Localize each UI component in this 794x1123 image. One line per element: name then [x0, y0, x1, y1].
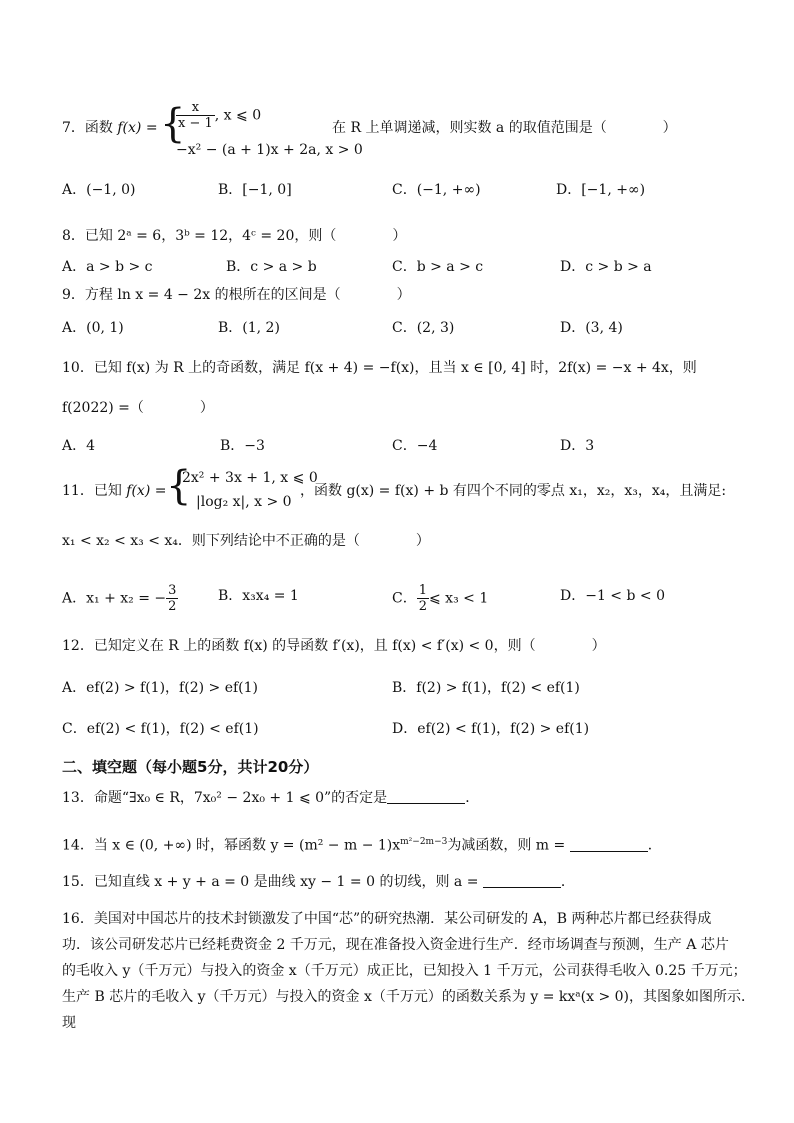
- q11-piece2: |log₂ x|, x > 0: [196, 494, 292, 510]
- q9-option-b: B．(1, 2): [218, 320, 280, 336]
- q11-lead: 11．已知 f(x) =: [62, 483, 167, 499]
- q8-stem: 8．已知 2ᵃ = 6，3ᵇ = 12，4ᶜ = 20，则（ ）: [62, 228, 407, 244]
- q12-option-d: D．ef(2) < f(1)，f(2) > ef(1): [392, 721, 590, 737]
- q15: 15．已知直线 x + y + a = 0 是曲线 xy − 1 = 0 的切线，则 a = ．: [62, 874, 575, 890]
- q7-number: 7．函数 f(x) =: [62, 120, 158, 136]
- q10-option-d: D．3: [560, 438, 595, 454]
- q11-brace: {: [166, 463, 192, 509]
- q7-brace: {: [160, 101, 186, 147]
- q12-option-c: C．ef(2) < f(1)，f(2) < ef(1): [62, 721, 259, 737]
- q11-option-b: B．x₃x₄ = 1: [218, 588, 299, 604]
- q16-line-3: 的毛收入 y（千万元）与投入的资金 x（千万元）成正比，已知投入 1 千万元，公司获得毛收入 0.25 千万元；: [62, 963, 747, 979]
- q7-option-c: C．(−1, +∞): [392, 182, 481, 198]
- q8-option-d: D．c > b > a: [560, 259, 652, 275]
- q10-stem-continued: f(2022) =（ ）: [62, 400, 214, 416]
- q11-line2: x₁ < x₂ < x₃ < x₄．则下列结论中不正确的是（ ）: [62, 533, 430, 549]
- q7-option-a: A．(−1, 0): [62, 182, 136, 198]
- q12-stem: 12．已知定义在 R 上的函数 f(x) 的导函数 f′(x)，且 f(x) < f′(x) < 0，则（ ）: [62, 638, 606, 654]
- q11-piece1: 2x² + 3x + 1, x ⩽ 0: [182, 470, 318, 486]
- q11-option-a-fraction: $\frac{3}{2}$: [168, 583, 177, 614]
- q16-line-4: 生产 B 芯片的毛收入 y（千万元）与投入的资金 x（千万元）的函数关系为 y = kxᵃ(x > 0)，其图象如图所示．现: [62, 989, 756, 1031]
- q14-answer-blank: [570, 837, 648, 852]
- q10-stem: 10．已知 f(x) 为 R 上的奇函数，满足 f(x + 4) = −f(x)，且当 x ∈ [0, 4] 时，2f(x) = −x + 4x，则: [62, 360, 697, 376]
- q7-piece1: $\frac{x}{x - 1}$ , x ⩽ 0: [178, 100, 262, 131]
- q8-option-a: A．a > b > c: [62, 259, 153, 275]
- q9-option-c: C．(2, 3): [392, 320, 455, 336]
- q14: 14．当 x ∈ (0, +∞) 时，幂函数 $y = (m^2 - m - 1)x^{m^2-2m-3}$为减函数，则 m = ．: [62, 837, 662, 854]
- q11-option-c-fraction: $\frac{1}{2}$: [418, 583, 427, 614]
- q7-fraction: $\frac{x}{x - 1}$: [178, 100, 213, 131]
- q9-option-d: D．(3, 4): [560, 320, 623, 336]
- q10-option-a: A．4: [62, 438, 96, 454]
- q12-option-b: B．f(2) > f(1)，f(2) < ef(1): [392, 680, 580, 696]
- q7-option-d: D．[−1, +∞): [556, 182, 646, 198]
- q16-line-2: 功．该公司研发芯片已经耗费资金 2 千万元，现在准备投入资金进行生产．经市场调查与预测，生产 A 芯片: [62, 937, 729, 953]
- q9-option-a: A．(0, 1): [62, 320, 124, 336]
- q9-stem: 9．方程 ln x = 4 − 2x 的根所在的区间是（ ）: [62, 287, 411, 303]
- section-title-fill-in: 二、填空题（每小题5分，共计20分）: [62, 758, 319, 776]
- q15-answer-blank: [483, 873, 561, 888]
- q10-option-b: B．−3: [220, 438, 265, 454]
- q13-answer-blank: [387, 789, 465, 804]
- q16-paragraph: [62, 906, 762, 1036]
- q7-tail: 在 R 上单调递减，则实数 a 的取值范围是（ ）: [332, 120, 677, 136]
- q7-piece2: −x² − (a + 1)x + 2a, x > 0: [176, 142, 363, 158]
- q12-option-a: A．ef(2) > f(1)，f(2) > ef(1): [62, 680, 258, 696]
- q11-option-d: D．−1 < b < 0: [560, 588, 665, 604]
- q11-option-c: C． $\frac{1}{2}$ ⩽ x₃ < 1: [392, 583, 489, 614]
- q11-option-a: A．x₁ + x₂ = − $\frac{3}{2}$: [62, 583, 177, 614]
- q8-option-c: C．b > a > c: [392, 259, 484, 275]
- q11-tail: ，函数 g(x) = f(x) + b 有四个不同的零点 x₁，x₂，x₃，x₄，且满足:: [300, 483, 727, 499]
- q8-option-b: B．c > a > b: [226, 259, 317, 275]
- q10-option-c: C．−4: [392, 438, 438, 454]
- q13: 13．命题“∃x₀ ∈ R，7x₀² − 2x₀ + 1 ⩽ 0”的否定是 ．: [62, 790, 480, 806]
- q16-line-1: 16．美国对中国芯片的技术封锁激发了中国“芯”的研究热潮．某公司研发的 A，B 两种芯片都已经获得成: [62, 911, 712, 927]
- q7-option-b: B．[−1, 0]: [218, 182, 292, 198]
